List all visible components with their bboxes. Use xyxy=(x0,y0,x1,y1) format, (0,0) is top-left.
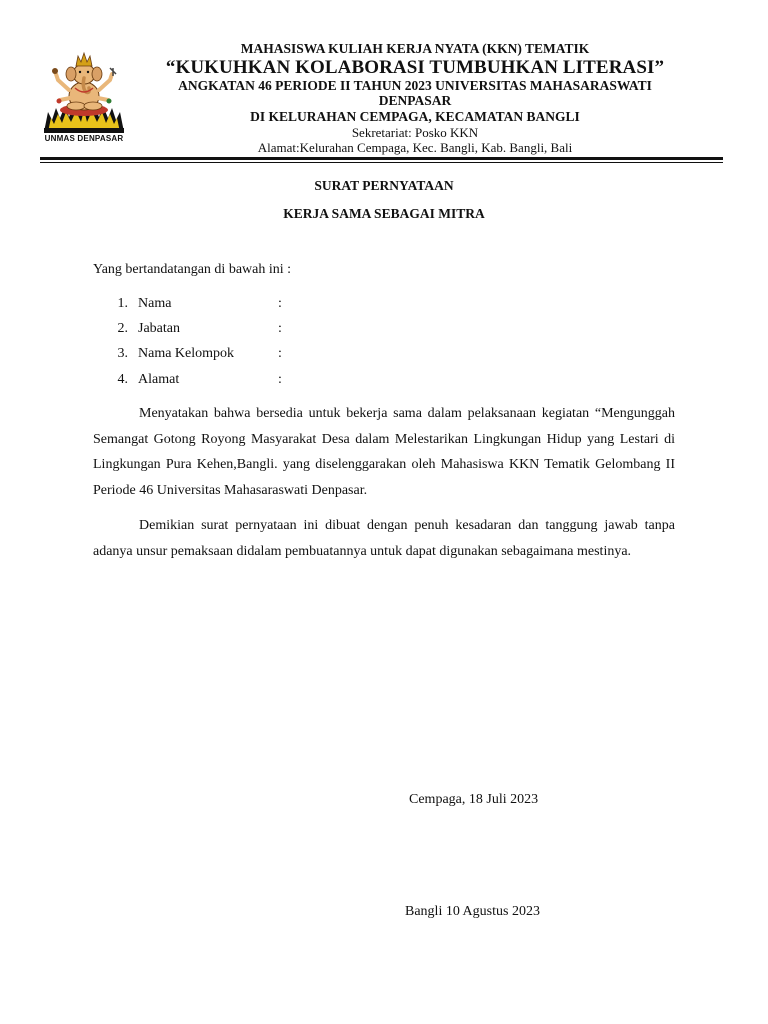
field-label: Alamat xyxy=(138,372,180,387)
signature-place-date: Cempaga, 18 Juli 2023 xyxy=(409,792,539,807)
field-colon: : xyxy=(278,321,282,336)
field-colon: : xyxy=(278,372,282,387)
header-divider-thin xyxy=(40,162,723,163)
closing-paragraph: Demikian surat pernyataan ini dibuat dengan penuh kesadaran dan tanggung jawab tanpa adanya unsur pemaksaan didalam pembuatannya untuk dapat digunakan sebagaimana mestinya. xyxy=(93,518,675,559)
field-label: Nama Kelompok xyxy=(138,346,235,361)
letterhead-line-3: ANGKATAN 46 PERIODE II TAHUN 2023 UNIVERSITAS MAHASARASWATI xyxy=(178,78,652,93)
field-colon: : xyxy=(278,346,282,361)
letterhead-line-4: DENPASAR xyxy=(378,93,452,108)
unmas-logo xyxy=(38,50,130,145)
ganesha-emblem-icon xyxy=(38,50,130,134)
logo-caption: UNMAS DENPASAR xyxy=(44,134,124,143)
header-divider xyxy=(40,157,723,160)
letterhead-address: Alamat:Kelurahan Cempaga, Kec. Bangli, Kab. Bangli, Bali xyxy=(257,140,573,155)
intro-text: Yang bertandatangan di bawah ini : xyxy=(93,262,292,277)
statement-paragraph: Menyatakan bahwa bersedia untuk bekerja sama dalam pelaksanaan kegiatan “Mengunggah Semangat Gotong Royong Masyarakat Desa dalam Melestarikan Lingkungan Hidup yang Lestari di Lingkungan Pura Kehen,Bangli. yang diselenggarakan oleh Mahasiswa KKN Tematik Gelombang II Periode 46 Universitas Mahasaraswati Denpasar. xyxy=(93,406,675,498)
field-number: 3. xyxy=(117,346,128,361)
signature-place-date-2: Bangli 10 Agustus 2023 xyxy=(405,904,540,919)
document-title: SURAT PERNYATAAN xyxy=(314,178,454,193)
letterhead-theme: “KUKUHKAN KOLABORASI TUMBUHKAN LITERASI” xyxy=(165,57,665,78)
field-label: Jabatan xyxy=(138,321,180,336)
field-number: 4. xyxy=(117,372,128,387)
field-number: 2. xyxy=(117,321,128,336)
letterhead-secretariat: Sekretariat: Posko KKN xyxy=(351,125,479,140)
field-label: Nama xyxy=(138,296,172,311)
document-subtitle: KERJA SAMA SEBAGAI MITRA xyxy=(283,206,485,221)
letterhead-line-1: MAHASISWA KULIAH KERJA NYATA (KKN) TEMATIK xyxy=(240,41,590,56)
field-colon: : xyxy=(278,296,282,311)
letterhead-location: DI KELURAHAN CEMPAGA, KECAMATAN BANGLI xyxy=(250,109,580,124)
field-number: 1. xyxy=(117,296,128,311)
